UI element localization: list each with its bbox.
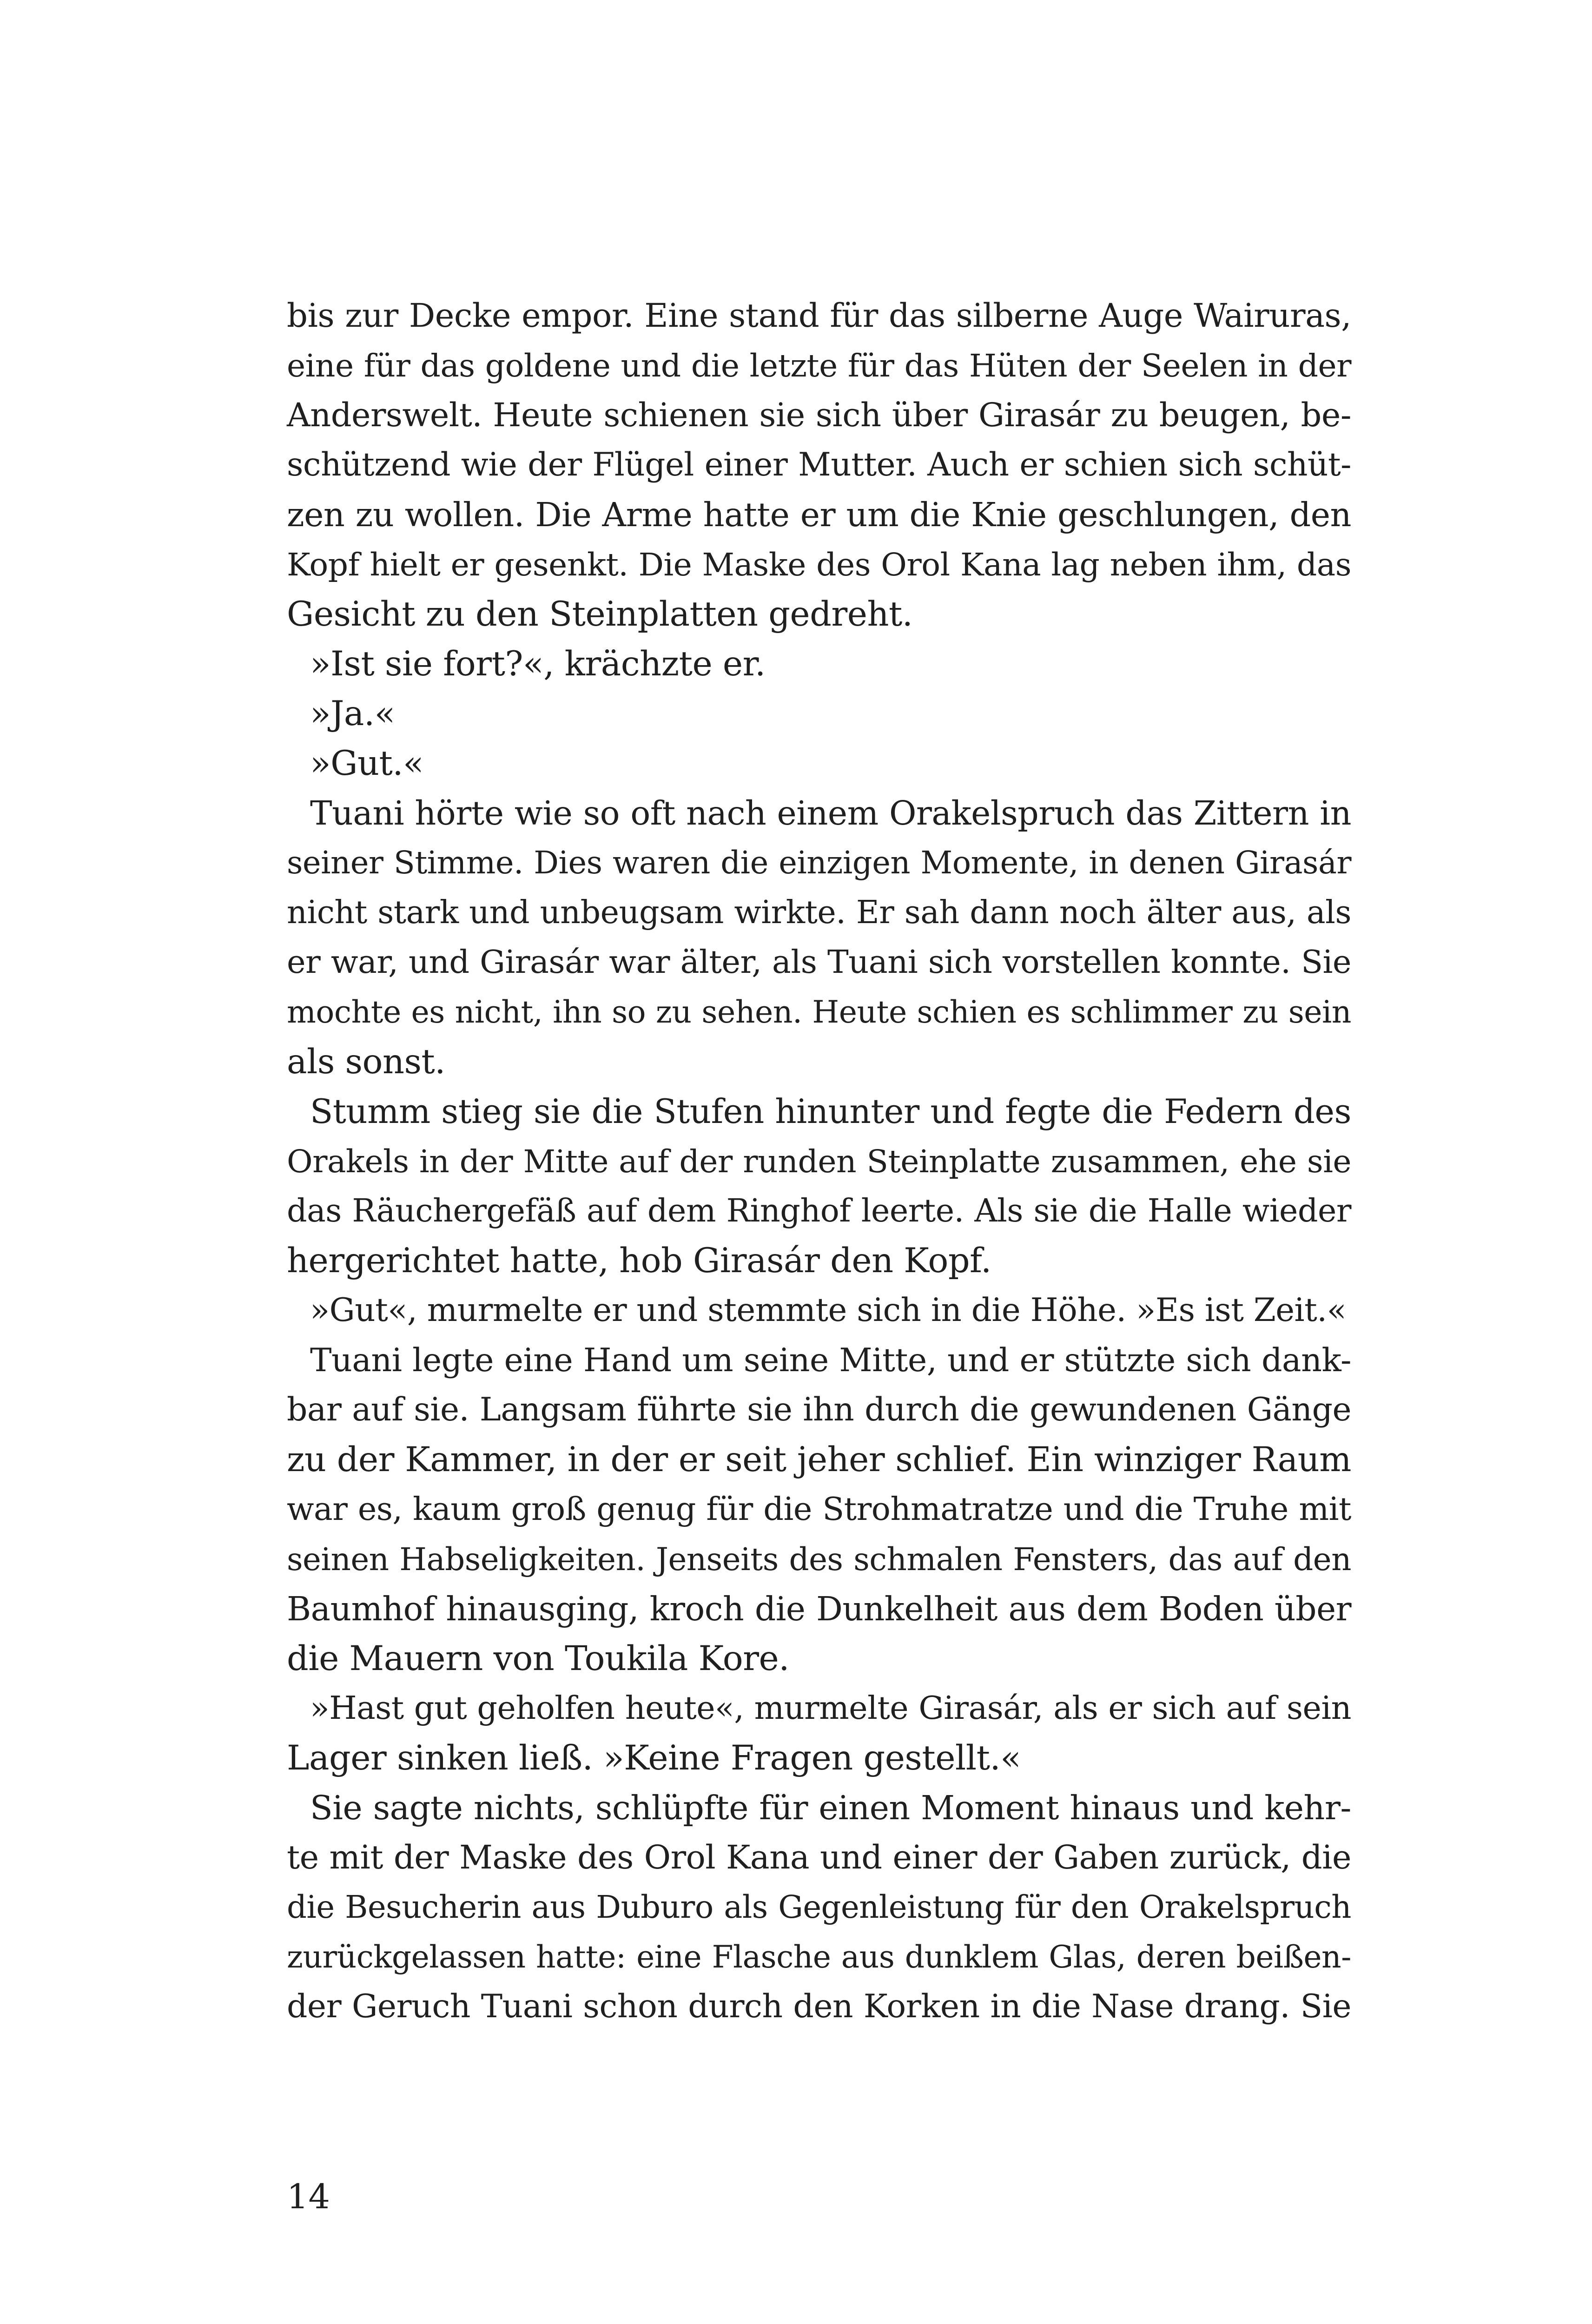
text-line: Sie sagte nichts, schlüpfte für einen Moment hinaus und kehr- [310, 1789, 1351, 1827]
text-line: »Ja.« [310, 694, 395, 733]
text-line: »Gut.« [310, 744, 424, 783]
text-line: hergerichtet hatte, hob Girasár den Kopf. [287, 1241, 991, 1281]
text-line: die Mauern von Toukila Kore. [287, 1639, 789, 1678]
body-text [287, 291, 1351, 2032]
text-line: der Geruch Tuani schon durch den Korken in die Nase drang. Sie [287, 1988, 1351, 2025]
text-line: »Hast gut geholfen heute«, murmelte Girasár, als er sich auf sein [310, 1690, 1351, 1727]
text-line: Lager sinken ließ. »Keine Fragen gestellt.« [287, 1738, 1021, 1778]
text-line: Stumm stieg sie die Stufen hinunter und fegte die Federn des [310, 1092, 1351, 1131]
text-line: Tuani hörte wie so oft nach einem Orakelspruch das Zittern in [310, 794, 1351, 832]
text-line: Baumhof hinausging, kroch die Dunkelheit aus dem Boden über [287, 1590, 1351, 1628]
text-line: zurückgelassen hatte: eine Flasche aus dunklem Glas, deren beißen- [287, 1939, 1351, 1975]
text-line: Anderswelt. Heute schienen sie sich über Girasár zu beugen, be- [287, 396, 1351, 434]
text-line: Orakels in der Mitte auf der runden Steinplatte zusammen, ehe sie [287, 1143, 1351, 1180]
text-line: »Gut«, murmelte er und stemmte sich in die Höhe. »Es ist Zeit.« [310, 1292, 1347, 1329]
text-line: das Räuchergefäß auf dem Ringhof leerte. Als sie die Halle wieder [287, 1193, 1351, 1229]
text-line: seinen Habseligkeiten. Jenseits des schmalen Fensters, das auf den [287, 1541, 1351, 1578]
text-line: seiner Stimme. Dies waren die einzigen Momente, in denen Girasár [287, 845, 1351, 881]
text-line: nicht stark und unbeugsam wirkte. Er sah dann noch älter aus, als [287, 894, 1351, 931]
text-line: Gesicht zu den Steinplatten gedreht. [287, 594, 913, 634]
text-line: als sonst. [287, 1042, 445, 1082]
text-line: schützend wie der Flügel einer Mutter. Auch er schien sich schüt- [287, 446, 1351, 483]
text-line: »Ist sie fort?«, krächzte er. [310, 644, 766, 684]
page-number: 14 [287, 2177, 330, 2217]
text-line: bar auf sie. Langsam führte sie ihn durch die gewundenen Gänge [287, 1391, 1351, 1428]
text-line: zu der Kammer, in der er seit jeher schlief. Ein winziger Raum [287, 1440, 1351, 1479]
text-line: Tuani legte eine Hand um seine Mitte, und er stützte sich dank- [310, 1341, 1351, 1379]
text-line: Kopf hielt er gesenkt. Die Maske des Orol Kana lag neben ihm, das [287, 546, 1351, 583]
text-line: zen zu wollen. Die Arme hatte er um die Knie geschlungen, den [287, 495, 1351, 534]
text-line: mochte es nicht, ihn so zu sehen. Heute schien es schlimmer zu sein [287, 994, 1351, 1030]
text-line: eine für das goldene und die letzte für das Hüten der Seelen in der [287, 347, 1351, 384]
text-line: te mit der Maske des Orol Kana und einer der Gaben zurück, die [287, 1838, 1351, 1876]
text-line: bis zur Decke empor. Eine stand für das silberne Auge Wairuras, [287, 297, 1351, 335]
text-line: war es, kaum groß genug für die Strohmatratze und die Truhe mit [287, 1491, 1351, 1528]
text-line: er war, und Girasár war älter, als Tuani sich vorstellen konnte. Sie [287, 944, 1351, 981]
text-line: die Besucherin aus Duburo als Gegenleistung für den Orakelspruch [287, 1889, 1351, 1925]
